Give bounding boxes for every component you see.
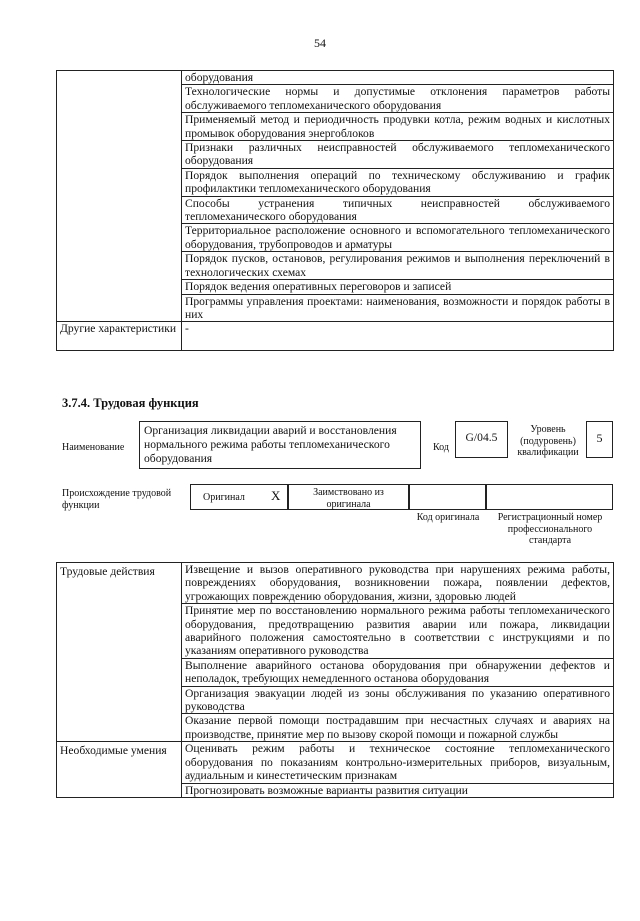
knowledge-item: Территориальное расположение основного и вспомогательного тепломеханического оборудования, трубопроводов и арматуры: [182, 224, 614, 252]
knowledge-label-cell: [57, 71, 182, 322]
action-item: Выполнение аварийного останова оборудования при обнаружении дефектов и неполадок, требующих немедленного останова оборудования: [182, 658, 614, 686]
name-label: Наименование: [62, 442, 125, 453]
name-box: [139, 421, 421, 469]
knowledge-item: Программы управления проектами: наименования, возможности и порядок работы в них: [182, 294, 614, 322]
knowledge-item: Порядок пусков, остановов, регулирования режимов и выполнения переключений в технологических схемах: [182, 252, 614, 280]
level-value: 5: [596, 431, 603, 445]
code-label: Код: [433, 442, 449, 453]
action-item: Принятие мер по восстановлению нормального режима работы тепломеханического оборудования, предотвращению развития аварии или пожара, ликвидации аварийного положения самостоятельно в соответствии с инструкциями и по указаниям оперативного руководства: [182, 604, 614, 659]
origin-original-box: [190, 484, 288, 510]
knowledge-item: Признаки различных неисправностей обслуживаемого тепломеханического оборудования: [182, 141, 614, 169]
origin-code-caption: Код оригинала: [416, 512, 480, 523]
knowledge-item: Способы устранения типичных неисправностей обслуживаемого тепломеханического оборудования: [182, 196, 614, 224]
action-item: Оказание первой помощи пострадавшим при несчастных случаях и авариях на производстве, принятие мер по вызову скорой помощи и пожарной службы: [182, 714, 614, 742]
knowledge-item: Порядок выполнения операций по техническому обслуживанию и график профилактики тепломеханического оборудования: [182, 168, 614, 196]
borrowed-box: [288, 484, 409, 510]
functions-table: [56, 562, 614, 798]
knowledge-item: Порядок ведения оперативных переговоров и записей: [182, 280, 614, 294]
level-label: Уровень (подуровень) квалификации: [517, 424, 579, 458]
actions-label: Трудовые действия: [57, 563, 182, 742]
other-characteristics-value: -: [182, 322, 614, 351]
origin-label: Происхождение трудовой функции: [62, 488, 172, 511]
action-item: Извещение и вызов оперативного руководства при нарушениях режима работы, повреждениях оборудования, возникновении пожара, появлении дефектов, угрожающих повреждению оборудования, жизни, здоровью людей: [182, 563, 614, 604]
page-number: 54: [314, 36, 326, 50]
reg-number-caption: Регистрационный номер профессионального стандарта: [497, 512, 603, 546]
code-box: [455, 421, 508, 458]
knowledge-item: Применяемый метод и периодичность продувки котла, режим водных и кислотных промывок оборудования энергоблоков: [182, 113, 614, 141]
original-mark: X: [271, 488, 281, 503]
code-value: G/04.5: [465, 431, 498, 444]
knowledge-item: оборудования: [182, 71, 614, 85]
level-box: [586, 421, 613, 458]
function-name: Организация ликвидации аварий и восстановления нормального режима работы тепломеханического оборудования: [144, 424, 397, 465]
knowledge-item: Технологические нормы и допустимые отклонения параметров работы обслуживаемого тепломеханического оборудования: [182, 85, 614, 113]
knowledge-table: [56, 70, 614, 351]
action-item: Организация эвакуации людей из зоны обслуживания по указанию оперативного руководства: [182, 686, 614, 714]
skill-item: Прогнозировать возможные варианты развития ситуации: [182, 783, 614, 797]
skill-item: Оценивать режим работы и техническое состояние тепломеханического оборудования по показаниям контрольно-измерительных приборов, визуальным, аудиальным и кинестетическим признакам: [182, 742, 614, 783]
origin-code-box: [409, 484, 486, 510]
skills-label: Необходимые умения: [57, 742, 182, 798]
section-title: 3.7.4. Трудовая функция: [62, 396, 199, 410]
reg-number-box: [486, 484, 613, 510]
original-label: Оригинал: [203, 492, 245, 503]
borrowed-label: Заимствовано из оригинала: [313, 487, 384, 510]
other-characteristics-label: Другие характеристики: [57, 322, 182, 351]
